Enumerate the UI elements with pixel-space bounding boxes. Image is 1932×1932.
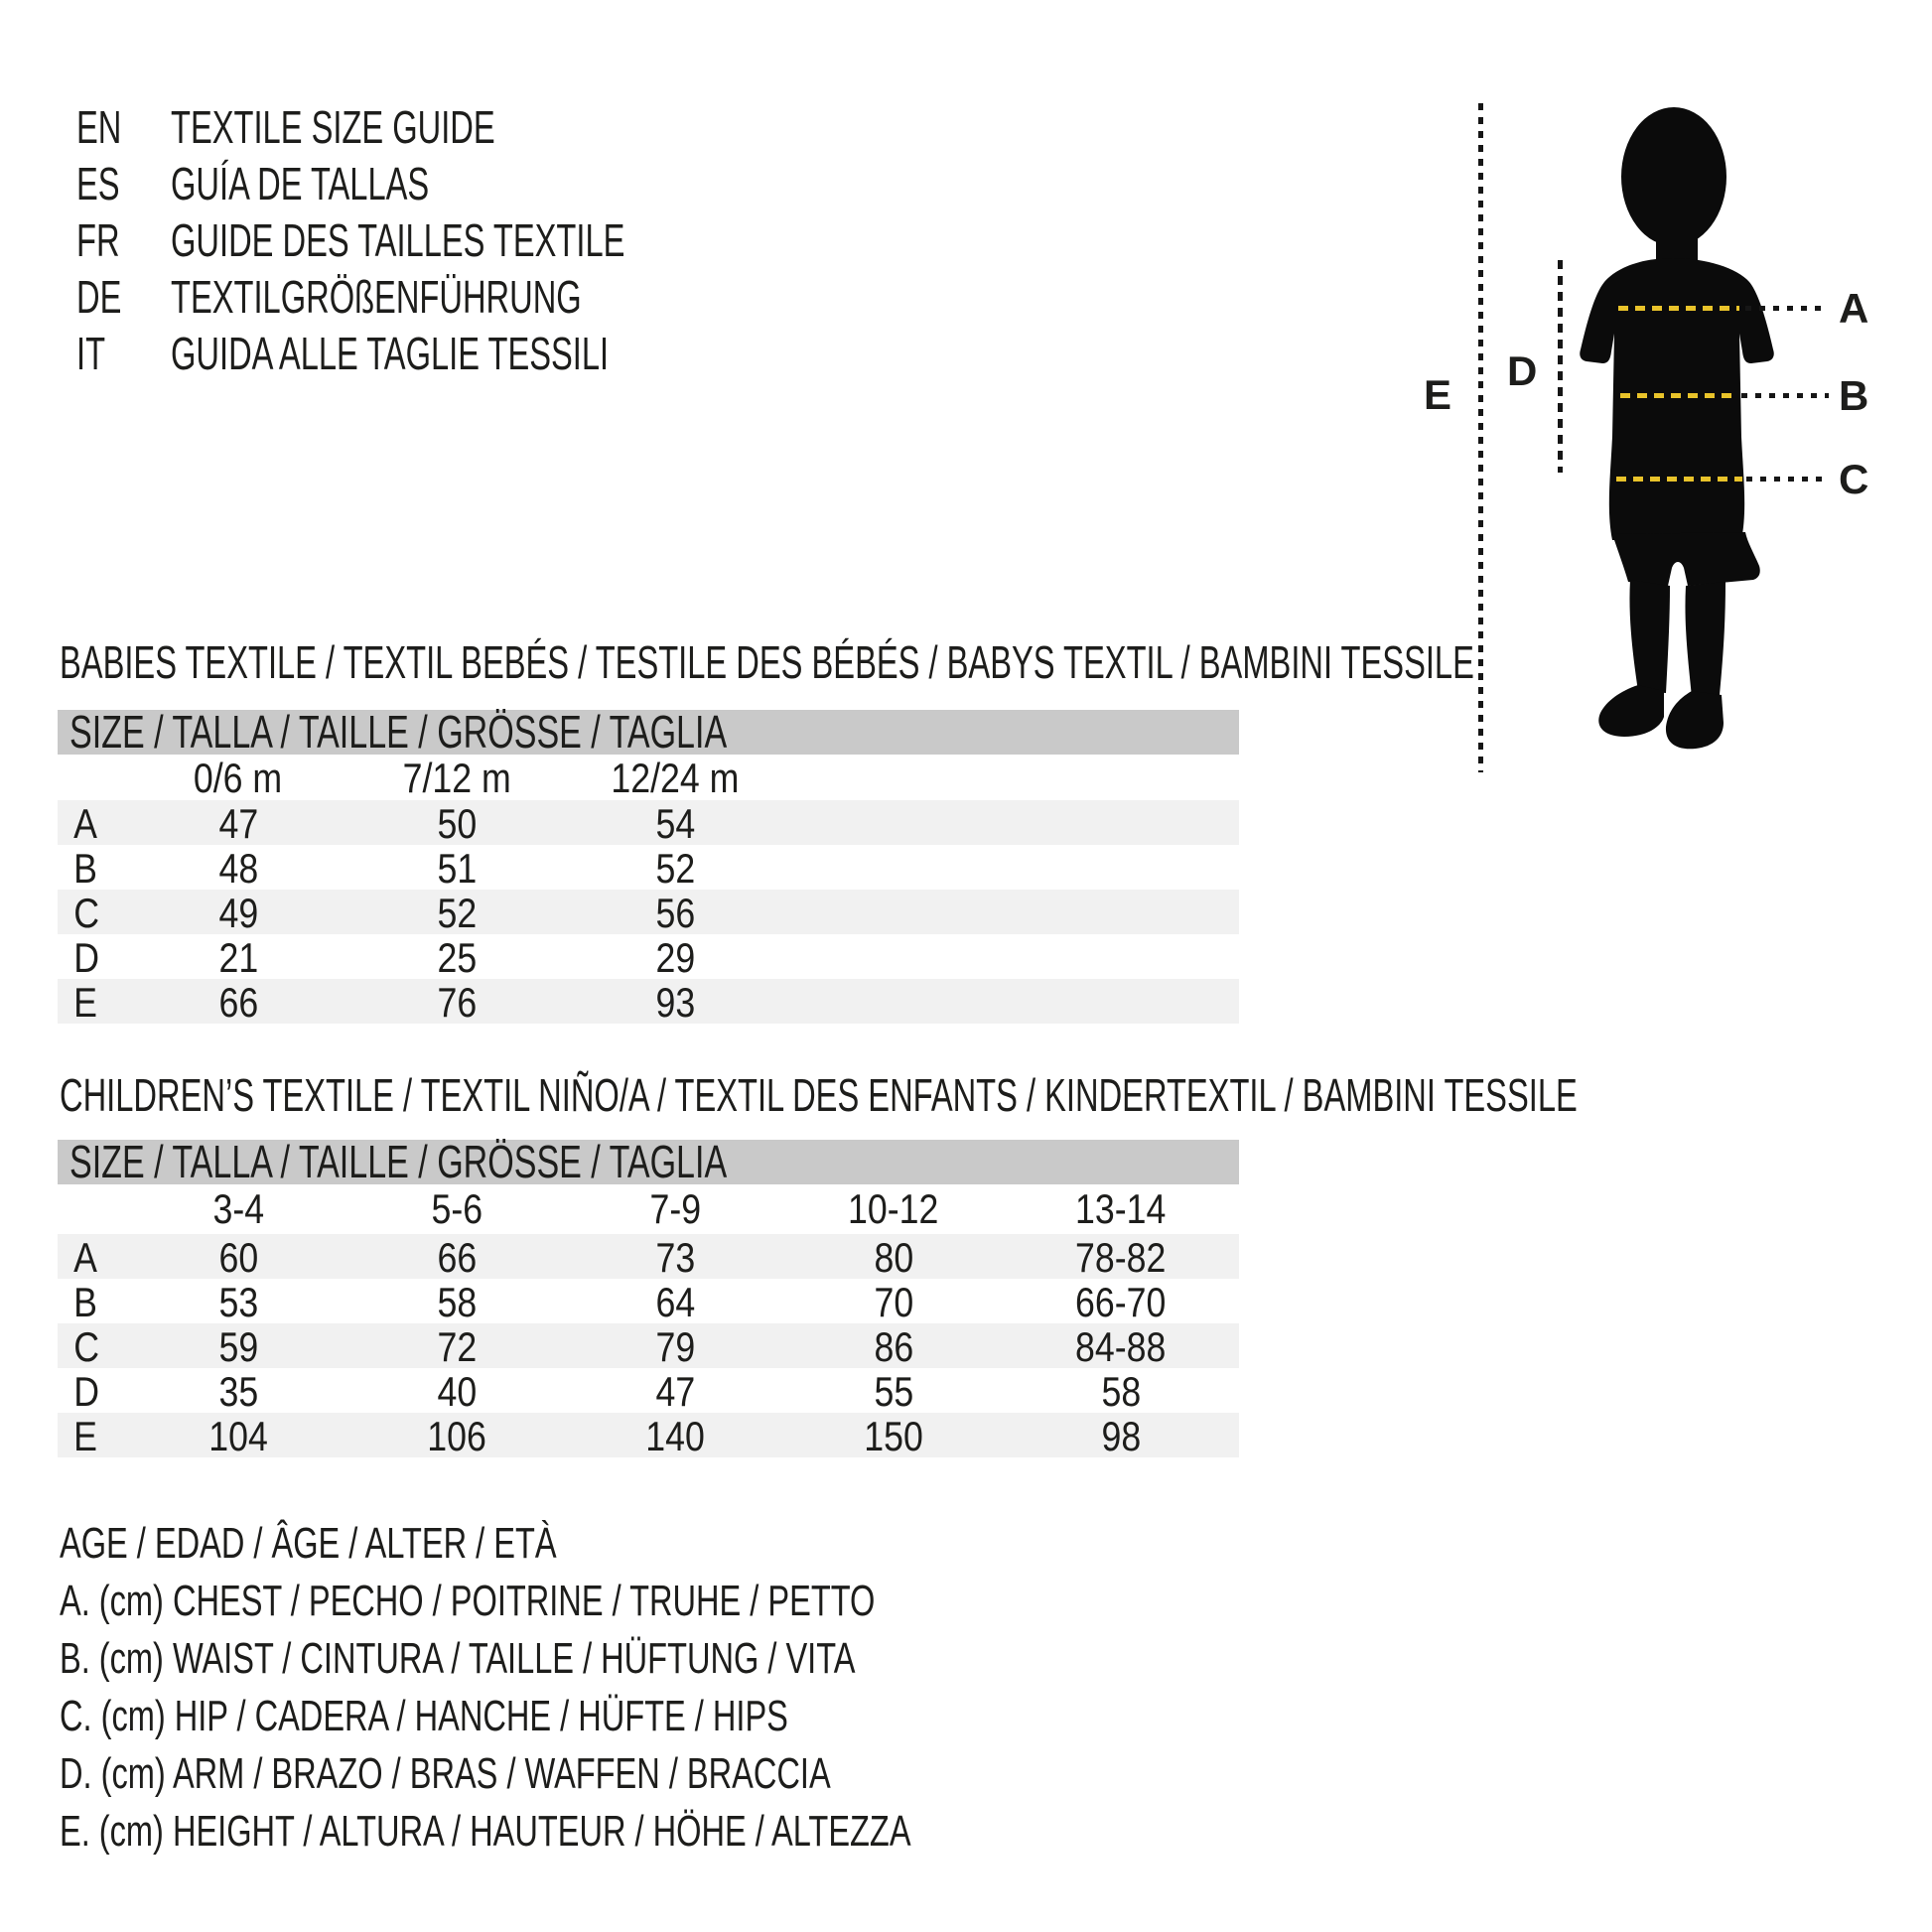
- table-cell: 73: [655, 1234, 695, 1281]
- column-header: 12/24 m: [611, 755, 740, 801]
- table-cell: 21: [218, 934, 258, 981]
- language-title: TEXTILGRÖßENFÜHRUNG: [171, 271, 582, 323]
- row-label: C: [73, 890, 100, 936]
- table-cell: 50: [437, 800, 477, 847]
- row-label: E: [73, 1413, 97, 1459]
- language-title: GUIDA ALLE TAGLIE TESSILI: [171, 328, 610, 379]
- column-header: 3-4: [212, 1185, 264, 1232]
- babies-size-header-bar: [58, 706, 1239, 758]
- table-cell: 35: [218, 1368, 258, 1415]
- table-cell: 80: [874, 1234, 913, 1281]
- silhouette-shorts: [1612, 532, 1760, 586]
- language-code: FR: [76, 214, 120, 266]
- silhouette-left-shoe: [1598, 685, 1664, 737]
- table-cell: 48: [218, 845, 258, 892]
- children-section-title: CHILDREN’S TEXTILE / TEXTIL NIÑO/A / TEXTIL DES ENFANTS / KINDERTEXTIL / BAMBINI TESSILE: [60, 1069, 1578, 1121]
- table-cell: 52: [655, 845, 695, 892]
- table-cell: 106: [427, 1413, 486, 1459]
- column-header: 0/6 m: [194, 755, 283, 801]
- row-label: B: [73, 1279, 97, 1325]
- babies-size-table: [58, 706, 1239, 1026]
- figure-label-b: B: [1839, 372, 1869, 419]
- language-code: DE: [76, 271, 122, 323]
- table-cell: 72: [437, 1323, 477, 1370]
- size-header-label: SIZE / TALLA / TAILLE / GRÖSSE / TAGLIA: [69, 1136, 728, 1187]
- table-cell: 78-82: [1075, 1234, 1167, 1281]
- column-header: 7/12 m: [402, 755, 511, 801]
- table-cell: 93: [655, 979, 695, 1026]
- figure-label-d: D: [1507, 347, 1538, 394]
- table-cell: 51: [437, 845, 477, 892]
- legend-age-line: AGE / EDAD / ÂGE / ALTER / ETÀ: [60, 1519, 557, 1568]
- size-header-label: SIZE / TALLA / TAILLE / GRÖSSE / TAGLIA: [69, 706, 728, 758]
- table-row: [58, 979, 1239, 1024]
- table-cell: 58: [437, 1279, 477, 1325]
- table-row: [58, 934, 1239, 979]
- children-size-table: [58, 1136, 1239, 1459]
- waist-leader-line: [1741, 393, 1829, 398]
- table-row: [58, 845, 1239, 890]
- table-row: [58, 800, 1239, 845]
- silhouette-shirt: [1580, 258, 1774, 540]
- table-cell: 53: [218, 1279, 258, 1325]
- figure-label-a: A: [1839, 285, 1869, 332]
- table-cell: 104: [208, 1413, 268, 1459]
- table-cell: 56: [655, 890, 695, 936]
- chest-leader-line: [1745, 306, 1829, 311]
- legend-item-arm: D. (cm) ARM / BRAZO / BRAS / WAFFEN / BRACCIA: [60, 1749, 831, 1798]
- table-cell: 66: [218, 979, 258, 1026]
- hip-measure-line: [1616, 477, 1742, 482]
- language-title: TEXTILE SIZE GUIDE: [171, 101, 495, 153]
- language-code: IT: [76, 328, 106, 379]
- table-row: [58, 1368, 1239, 1413]
- legend-item-chest: A. (cm) CHEST / PECHO / POITRINE / TRUHE / PETTO: [60, 1577, 876, 1625]
- arm-dashed-line: [1558, 260, 1563, 473]
- waist-measure-line: [1620, 393, 1737, 398]
- table-cell: 66-70: [1075, 1279, 1167, 1325]
- table-cell: 64: [655, 1279, 695, 1325]
- language-code: EN: [76, 101, 122, 153]
- row-label: A: [73, 800, 97, 847]
- language-title: GUIDE DES TAILLES TEXTILE: [171, 214, 625, 266]
- babies-column-header-row: [58, 755, 1239, 800]
- legend-item-height: E. (cm) HEIGHT / ALTURA / HAUTEUR / HÖHE / ALTEZZA: [60, 1807, 911, 1856]
- table-cell: 76: [437, 979, 477, 1026]
- table-cell: 84-88: [1075, 1323, 1167, 1370]
- legend-item-hip: C. (cm) HIP / CADERA / HANCHE / HÜFTE / HIPS: [60, 1692, 788, 1740]
- row-label: C: [73, 1323, 100, 1370]
- figure-label-c: C: [1839, 456, 1869, 502]
- table-row: [58, 1413, 1239, 1457]
- row-label: D: [73, 1368, 100, 1415]
- table-cell: 59: [218, 1323, 258, 1370]
- table-row: [58, 890, 1239, 934]
- column-header: 7-9: [649, 1185, 701, 1232]
- children-column-header-row: [58, 1184, 1239, 1234]
- table-row: [58, 1234, 1239, 1279]
- babies-section-title: BABIES TEXTILE / TEXTIL BEBÉS / TESTILE DES BÉBÉS / BABYS TEXTIL / BAMBINI TESSILE: [60, 636, 1474, 688]
- column-header: 10-12: [848, 1185, 939, 1232]
- table-row: [58, 1279, 1239, 1323]
- children-size-header-bar: [58, 1136, 1239, 1187]
- table-cell: 29: [655, 934, 695, 981]
- column-header: 13-14: [1075, 1185, 1167, 1232]
- legend-item-waist: B. (cm) WAIST / CINTURA / TAILLE / HÜFTUNG / VITA: [60, 1634, 856, 1683]
- table-cell: 55: [874, 1368, 913, 1415]
- column-header: 5-6: [431, 1185, 483, 1232]
- table-cell: 150: [864, 1413, 923, 1459]
- table-cell: 49: [218, 890, 258, 936]
- row-label: A: [73, 1234, 97, 1281]
- row-label: E: [73, 979, 97, 1026]
- hip-leader-line: [1746, 477, 1829, 482]
- table-cell: 70: [874, 1279, 913, 1325]
- table-cell: 52: [437, 890, 477, 936]
- table-cell: 66: [437, 1234, 477, 1281]
- silhouette-right-shoe: [1666, 691, 1724, 749]
- chest-measure-line: [1618, 306, 1739, 311]
- table-cell: 47: [218, 800, 258, 847]
- table-cell: 25: [437, 934, 477, 981]
- table-cell: 54: [655, 800, 695, 847]
- table-cell: 40: [437, 1368, 477, 1415]
- language-title: GUÍA DE TALLAS: [171, 158, 430, 209]
- table-cell: 60: [218, 1234, 258, 1281]
- table-cell: 140: [645, 1413, 705, 1459]
- row-label: D: [73, 934, 100, 981]
- table-cell: 86: [874, 1323, 913, 1370]
- row-label: B: [73, 845, 97, 892]
- table-cell: 79: [655, 1323, 695, 1370]
- table-cell: 58: [1101, 1368, 1141, 1415]
- figure-label-e: E: [1424, 371, 1452, 418]
- language-code: ES: [76, 158, 120, 209]
- table-cell: 98: [1101, 1413, 1141, 1459]
- table-row: [58, 1323, 1239, 1368]
- table-cell: 47: [655, 1368, 695, 1415]
